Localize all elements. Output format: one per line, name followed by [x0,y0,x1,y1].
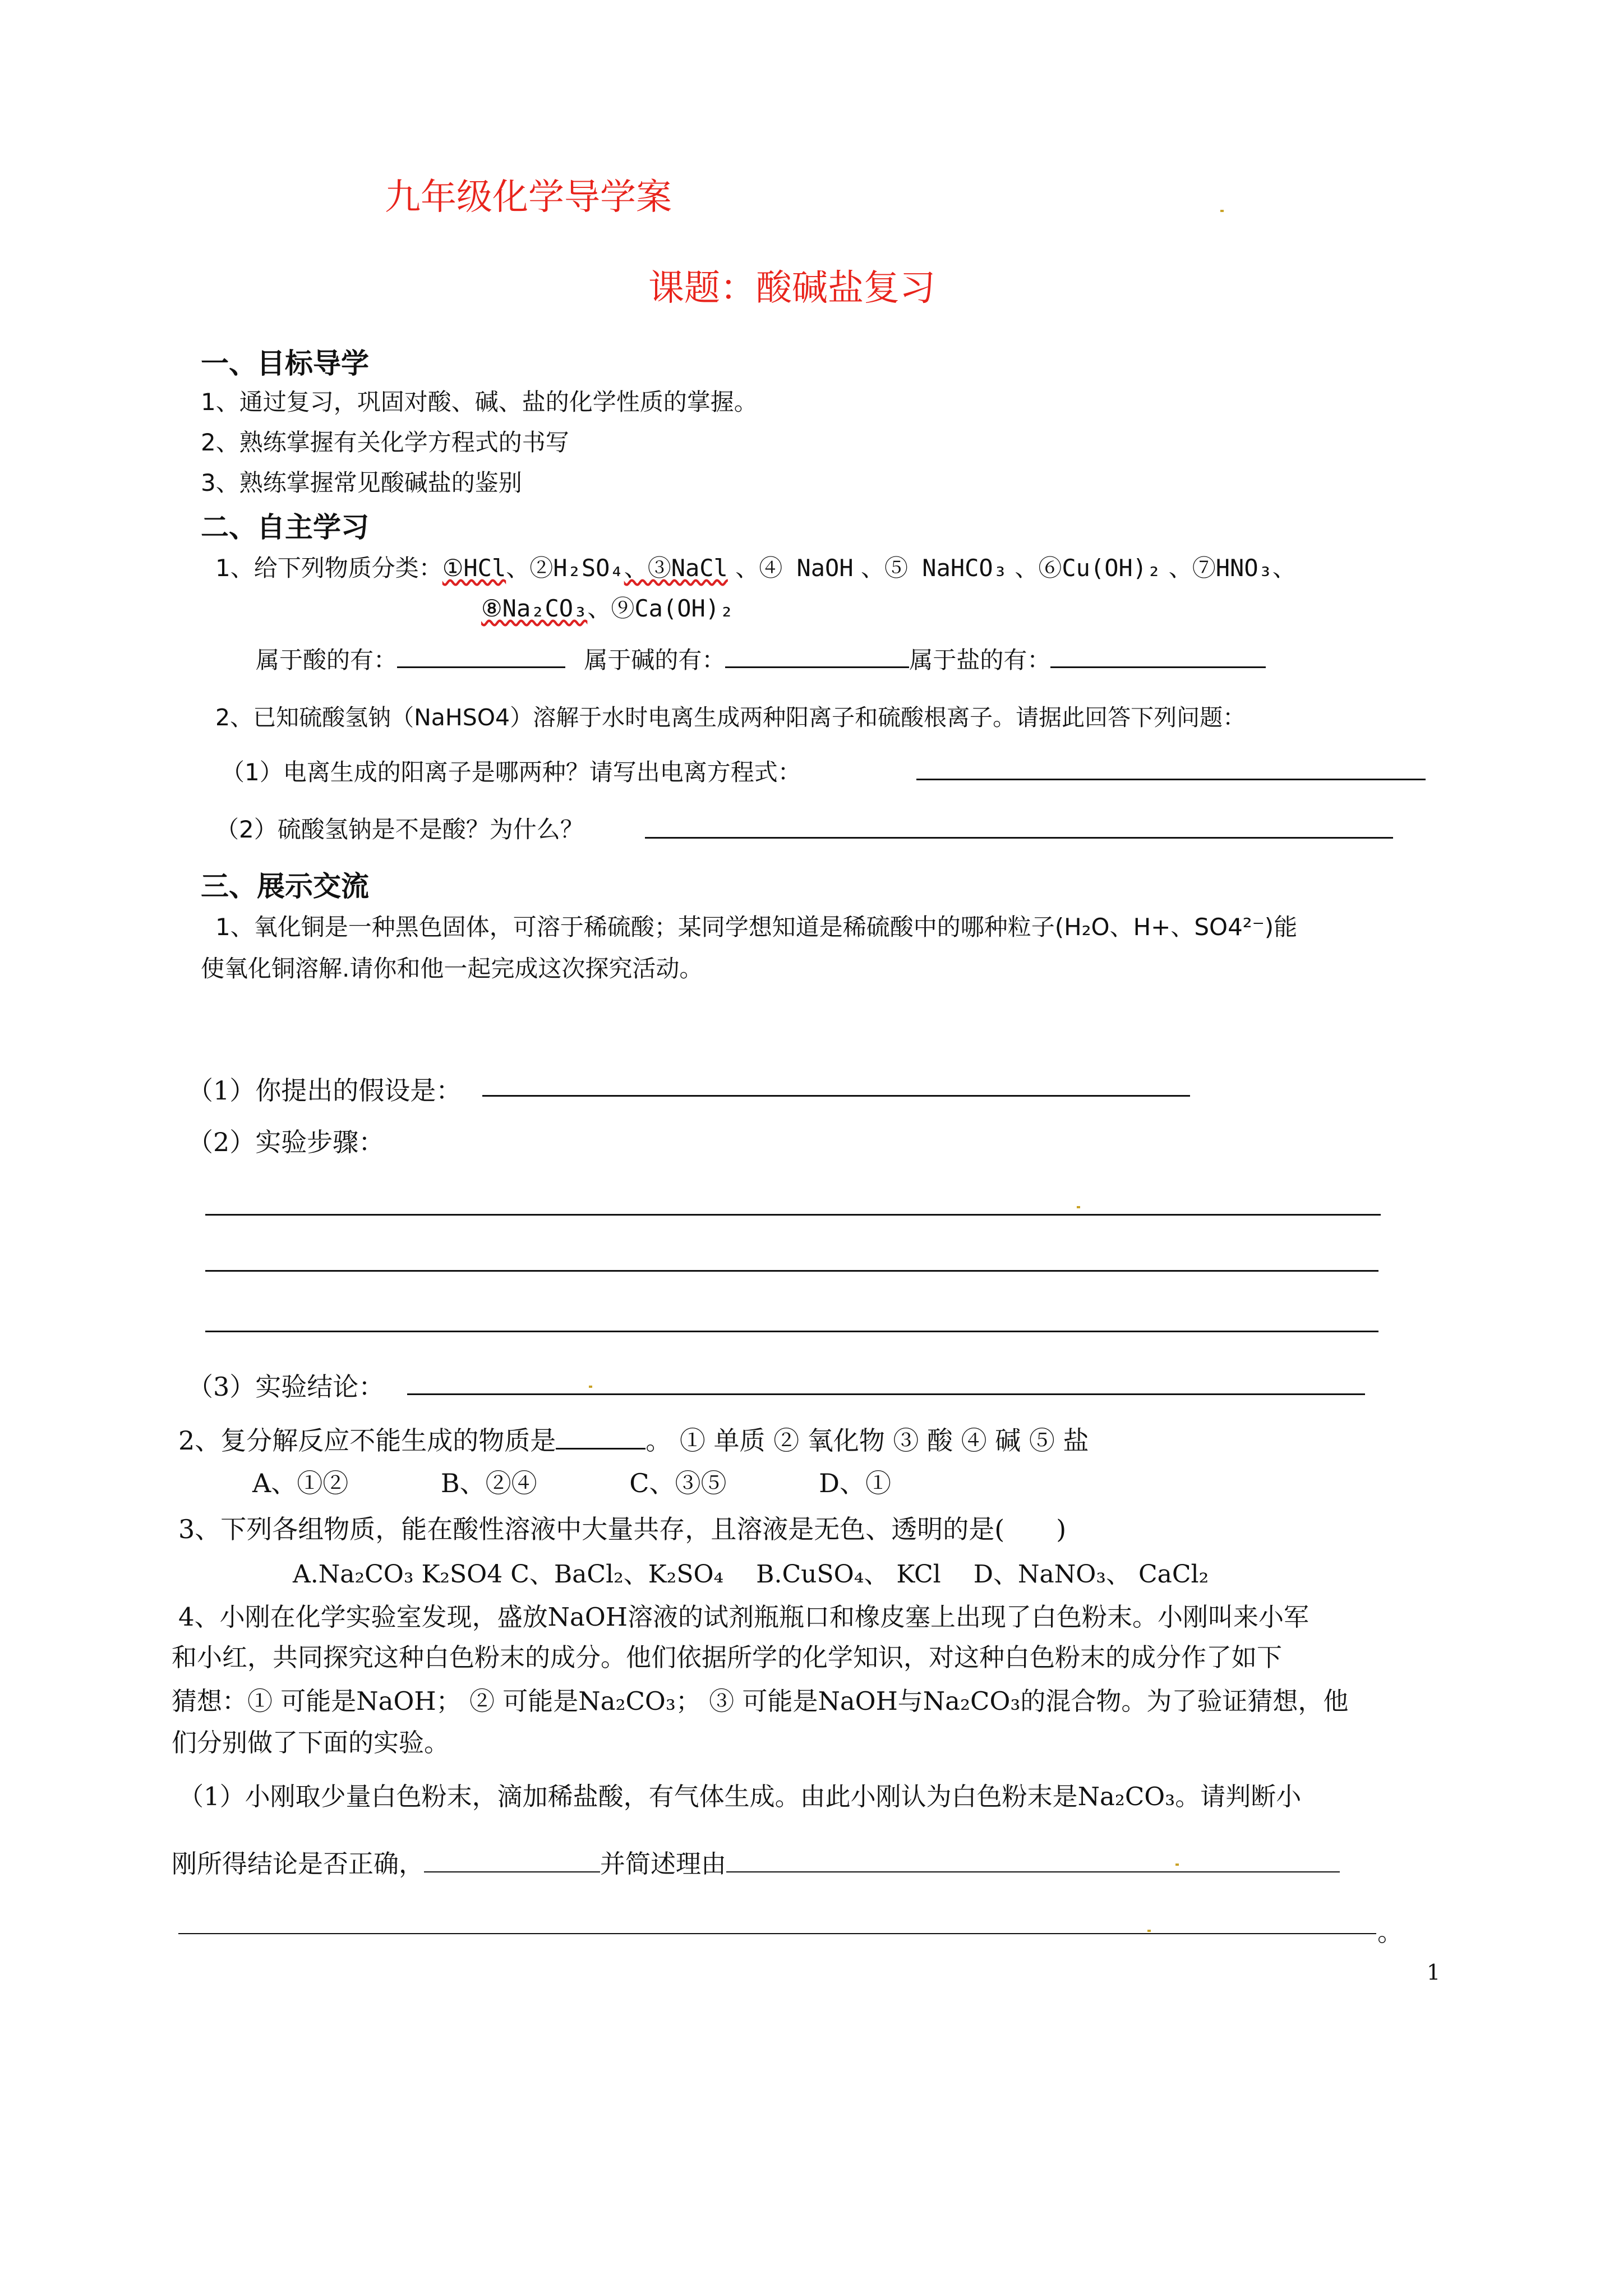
goal-item: 1、通过复习，巩固对酸、碱、盐的化学性质的掌握。 [201,388,758,416]
base-label: 属于碱的有： [584,646,726,674]
formula-na2co3: ⑧Na₂CO₃ [481,595,588,622]
q2-part2 [215,811,584,845]
formula-hno3: 、⑦HNO₃ [1168,554,1272,582]
formula-h2so4: 、②H₂SO₄ [506,554,624,582]
goal-item: 2、熟练掌握有关化学方程式的书写 [201,429,569,456]
q4-line3: 猜想：① 可能是NaOH； ② 可能是Na₂CO₃； ③ 可能是NaOH与Na₂CO₃的混合物。为了验证猜想，他 [172,1686,1349,1716]
q2-choices [252,1463,891,1500]
hypothesis-answer-line[interactable] [482,1095,1190,1097]
q4-reason-label: 并简述理由 [600,1849,727,1879]
q1-classify-cont [481,590,734,624]
q1-classify [215,550,1296,583]
q4-end-mark: 。 [1377,1917,1403,1947]
worksheet-title: 九年级化学导学案 [385,177,672,218]
acid-blank[interactable] [397,666,565,668]
steps-answer-line-3[interactable] [205,1331,1378,1332]
q4-line4: 们分别做了下面的实验。 [172,1728,450,1757]
q4-correct-blank[interactable] [424,1871,600,1872]
choice-d[interactable]: D、① [819,1468,892,1498]
q2-part2-answer-line[interactable] [645,837,1393,839]
q3-choices: A.Na₂CO₃ K₂SO4 C、BaCl₂、K₂SO₄ B.CuSO₄、 KCl D、NaNO₃、 CaCl₂ [293,1560,1209,1589]
q3-1-line1: 1、氧化铜是一种黑色固体，可溶于稀硫酸；某同学想知道是稀硫酸中的哪种粒子(H₂O、H+、SO4²⁻)能 [215,913,1298,941]
separator: 、 [1272,554,1296,582]
speck [1077,1206,1080,1208]
q2-text: 2、复分解反应不能生成的物质是 [178,1425,556,1456]
formula-nacl: 、③NaCl [624,554,728,582]
goal-item: 3、熟练掌握常见酸碱盐的鉴别 [201,469,522,496]
q4-line1: 4、小刚在化学实验室发现，盛放NaOH溶液的试剂瓶瓶口和橡皮塞上出现了白色粉末。小刚叫来小军 [178,1602,1309,1632]
formula-cuoh2: 、⑥Cu(OH)₂ [1015,554,1161,582]
q2-nahso4: 2、已知硫酸氢钠（NaHSO4）溶解于水时电离生成两种阳离子和硫酸根离子。请据此回答下列问题： [215,704,1246,731]
q2-part2-text: （2）硫酸氢钠是不是酸？为什么？ [215,816,584,843]
steps-answer-line-1[interactable] [205,1214,1381,1216]
section-heading-self-study: 二、自主学习 [201,511,369,544]
salt-label: 属于盐的有： [909,646,1051,674]
conclusion-answer-line[interactable] [407,1393,1365,1395]
q3-1-line2: 使氧化铜溶解.请你和他一起完成这次探究活动。 [201,955,703,982]
formula-hcl: ①HCl [442,554,506,582]
page-number: 1 [1427,1960,1441,1985]
hypothesis-label: （1）你提出的假设是： [187,1075,462,1106]
q4-line2: 和小红，共同探究这种白色粉末的成分。他们依据所学的化学知识，对这种白色粉末的成分作了如下 [172,1642,1283,1672]
steps-answer-line-2[interactable] [205,1270,1378,1272]
choice-c[interactable]: C、③⑤ [629,1468,727,1498]
choice-b[interactable]: B、②④ [440,1468,537,1498]
speck [1147,1930,1151,1932]
q3-coexist: 3、下列各组物质，能在酸性溶液中大量共存，且溶液是无色、透明的是( ) [178,1514,1067,1544]
speck [1220,210,1224,212]
q2-blank[interactable] [556,1447,645,1450]
lesson-subject: 课题：酸碱盐复习 [648,268,935,309]
acid-label: 属于酸的有： [256,646,398,674]
base-blank[interactable] [725,666,909,668]
formula-caoh2: 、⑨Ca(OH)₂ [587,595,734,622]
q4-reason-line-2[interactable] [178,1933,1376,1934]
section-heading-goals: 一、目标导学 [201,347,369,380]
q2-part1-text: （1）电离生成的阳离子是哪两种？请写出电离方程式： [221,758,801,786]
section-heading-exchange: 三、展示交流 [201,870,369,903]
choice-a[interactable]: A、①② [252,1468,349,1498]
q4-part1-line2 [172,1843,1340,1880]
classify-answers [256,642,1266,675]
speck [589,1386,592,1388]
q2-double-decomp [178,1420,1089,1457]
q2-part1-answer-line[interactable] [916,779,1426,780]
q4-correct-label: 刚所得结论是否正确， [172,1849,425,1879]
q4-reason-blank[interactable] [726,1871,1340,1872]
q1-prefix: 1、给下列物质分类： [215,554,442,582]
q4-part1-line1: （1）小刚取少量白色粉末，滴加稀盐酸，有气体生成。由此小刚认为白色粉末是Na₂CO₃。请判断小 [178,1782,1302,1811]
formula-naoh: 、④ NaOH [735,554,854,582]
q2-part1 [221,754,801,788]
salt-blank[interactable] [1050,666,1266,668]
q2-options: 。 ① 单质 ② 氧化物 ③ 酸 ④ 碱 ⑤ 盐 [645,1425,1089,1456]
steps-label: （2）实验步骤： [187,1127,385,1157]
conclusion-label: （3）实验结论： [187,1372,385,1402]
formula-nahco3: 、⑤ NaHCO₃ [861,554,1008,582]
